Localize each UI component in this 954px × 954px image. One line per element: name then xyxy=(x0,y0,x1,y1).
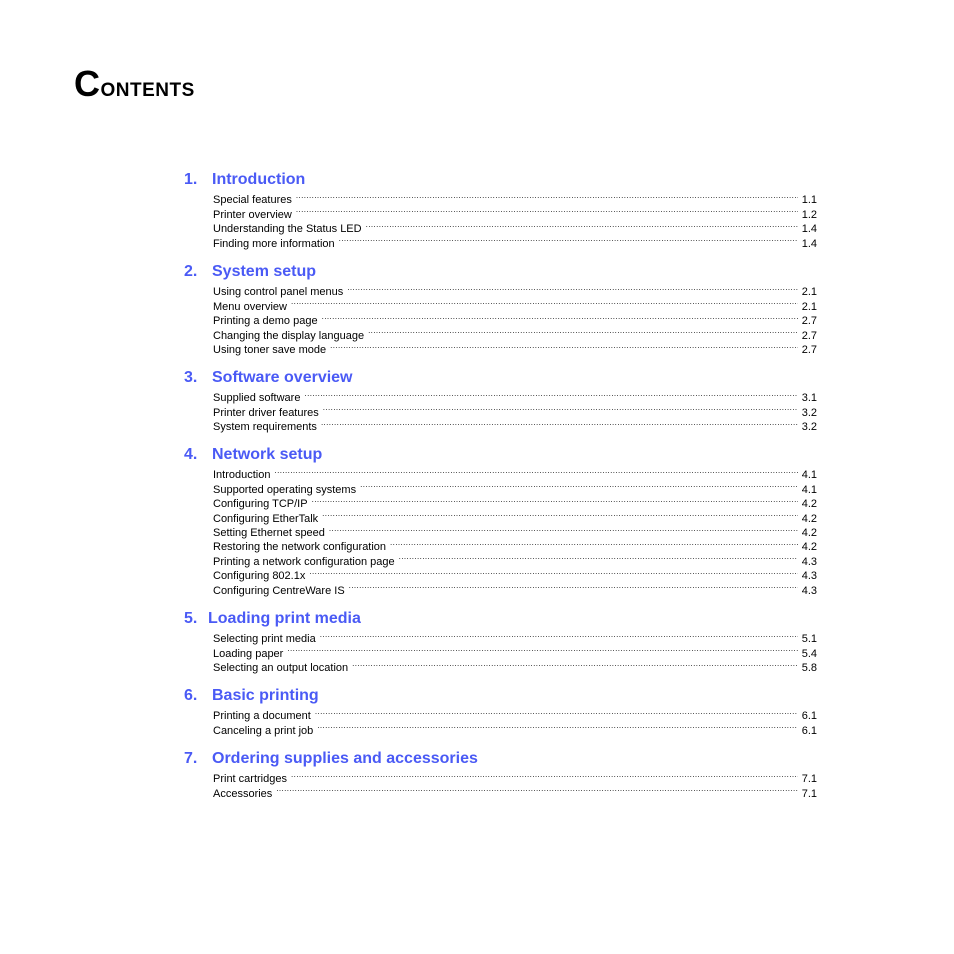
dot-leader xyxy=(399,550,798,564)
entry-label: Configuring CentreWare IS xyxy=(213,584,345,597)
page-title xyxy=(74,63,195,104)
dot-leader xyxy=(296,203,798,217)
dot-leader xyxy=(329,522,798,536)
entry-label: Supplied software xyxy=(213,392,301,405)
toc-entry[interactable] xyxy=(213,657,817,675)
chapter-entries xyxy=(213,628,817,675)
chapter-title: Network setup xyxy=(212,446,323,463)
chapter-title: Software overview xyxy=(212,369,353,386)
chapter-number: 7. xyxy=(184,750,198,767)
toc-entry[interactable] xyxy=(213,782,817,800)
dot-leader xyxy=(309,565,797,579)
entry-page-number: 2.1 xyxy=(801,286,817,299)
chapter-ordering-supplies xyxy=(184,750,817,800)
entry-page-number: 2.1 xyxy=(801,300,817,313)
entry-page-number: 4.2 xyxy=(801,541,817,554)
entry-page-number: 5.8 xyxy=(801,662,817,675)
entry-label: System requirements xyxy=(213,421,317,434)
toc-entry[interactable] xyxy=(213,189,817,207)
entry-label: Changing the display language xyxy=(213,329,365,342)
chapter-heading[interactable] xyxy=(184,369,817,387)
entry-label: Configuring TCP/IP xyxy=(213,498,308,511)
entry-page-number: 6.1 xyxy=(801,710,817,723)
entry-label: Printing a network configuration page xyxy=(213,555,395,568)
dot-leader xyxy=(347,281,797,295)
dot-leader xyxy=(322,507,798,521)
entry-page-number: 4.3 xyxy=(801,584,817,597)
entry-label: Introduction xyxy=(213,469,271,482)
entry-label: Loading paper xyxy=(213,647,284,660)
entry-label: Understanding the Status LED xyxy=(213,223,362,236)
entry-page-number: 3.2 xyxy=(801,421,817,434)
entry-label: Configuring EtherTalk xyxy=(213,512,319,525)
entry-page-number: 6.1 xyxy=(801,724,817,737)
toc-entry[interactable] xyxy=(213,464,817,482)
chapter-number: 5. xyxy=(184,610,198,627)
chapter-heading[interactable] xyxy=(184,687,817,705)
chapter-heading[interactable] xyxy=(184,750,817,768)
chapter-entries xyxy=(213,281,817,356)
chapter-system-setup xyxy=(184,263,817,356)
entry-label: Printing a demo page xyxy=(213,315,318,328)
chapter-title: System setup xyxy=(212,263,317,280)
entry-label: Finding more information xyxy=(213,237,335,250)
chapter-network-setup xyxy=(184,446,817,597)
entry-label: Printer driver features xyxy=(213,406,319,419)
dot-leader xyxy=(360,478,798,492)
entry-page-number: 1.4 xyxy=(801,223,817,236)
dot-leader xyxy=(390,536,798,550)
entry-label: Accessories xyxy=(213,787,273,800)
entry-page-number: 4.1 xyxy=(801,483,817,496)
entry-label: Special features xyxy=(213,194,292,207)
chapter-heading[interactable] xyxy=(184,263,817,281)
entry-label: Printer overview xyxy=(213,208,292,221)
dot-leader xyxy=(312,493,798,507)
chapter-heading[interactable] xyxy=(184,171,817,189)
dot-leader xyxy=(276,782,797,796)
chapter-loading-print-media xyxy=(184,610,817,675)
toc-entry[interactable] xyxy=(213,387,817,405)
toc-entry[interactable] xyxy=(213,310,817,328)
dot-leader xyxy=(349,579,798,593)
entry-page-number: 1.1 xyxy=(801,194,817,207)
chapter-number: 2. xyxy=(184,263,198,280)
chapter-title: Basic printing xyxy=(212,687,319,704)
dot-leader xyxy=(339,232,798,246)
dot-leader xyxy=(321,416,798,430)
entry-label: Printing a document xyxy=(213,710,311,723)
entry-page-number: 4.2 xyxy=(801,512,817,525)
dot-leader xyxy=(291,295,798,309)
chapter-number: 3. xyxy=(184,369,198,386)
entry-label: Canceling a print job xyxy=(213,724,314,737)
chapter-heading[interactable] xyxy=(184,446,817,464)
dot-leader xyxy=(315,705,798,719)
entry-page-number: 4.2 xyxy=(801,498,817,511)
chapter-title: Loading print media xyxy=(208,610,361,627)
page-title-rest: ontents xyxy=(100,72,195,102)
entry-page-number: 7.1 xyxy=(801,773,817,786)
dot-leader xyxy=(304,387,797,401)
chapter-software-overview xyxy=(184,369,817,434)
chapter-heading[interactable] xyxy=(184,610,817,628)
chapter-title: Introduction xyxy=(212,171,306,188)
dot-leader xyxy=(330,339,798,353)
chapter-number: 1. xyxy=(184,171,198,188)
toc-entry[interactable] xyxy=(213,628,817,646)
chapter-title: Ordering supplies and accessories xyxy=(212,750,478,767)
toc-entry[interactable] xyxy=(213,642,817,660)
entry-page-number: 1.4 xyxy=(801,237,817,250)
dot-leader xyxy=(291,768,798,782)
entry-page-number: 3.1 xyxy=(801,392,817,405)
chapter-entries xyxy=(213,464,817,597)
entry-page-number: 2.7 xyxy=(801,315,817,328)
chapter-number: 4. xyxy=(184,446,198,463)
entry-page-number: 1.2 xyxy=(801,208,817,221)
chapter-introduction xyxy=(184,171,817,250)
entry-label: Print cartridges xyxy=(213,773,287,786)
entry-label: Setting Ethernet speed xyxy=(213,526,325,539)
entry-page-number: 4.2 xyxy=(801,526,817,539)
entry-page-number: 2.7 xyxy=(801,329,817,342)
dot-leader xyxy=(317,719,797,733)
dot-leader xyxy=(366,218,798,232)
entry-page-number: 4.1 xyxy=(801,469,817,482)
chapter-entries xyxy=(213,387,817,434)
entry-page-number: 7.1 xyxy=(801,787,817,800)
entry-label: Supported operating systems xyxy=(213,483,357,496)
toc-entry[interactable] xyxy=(213,768,817,786)
dot-leader xyxy=(322,310,798,324)
entry-label: Using toner save mode xyxy=(213,343,327,356)
toc-entry[interactable] xyxy=(213,218,817,236)
chapter-entries xyxy=(213,189,817,250)
entry-page-number: 5.1 xyxy=(801,633,817,646)
entry-label: Menu overview xyxy=(213,300,287,313)
dot-leader xyxy=(320,628,798,642)
chapter-basic-printing xyxy=(184,687,817,737)
dot-leader xyxy=(323,401,798,415)
entry-label: Configuring 802.1x xyxy=(213,570,306,583)
toc-entry[interactable] xyxy=(213,705,817,723)
dot-leader xyxy=(274,464,797,478)
page-title-initial: C xyxy=(74,63,101,104)
chapter-entries xyxy=(213,705,817,737)
dot-leader xyxy=(296,189,798,203)
dot-leader xyxy=(287,642,797,656)
entry-label: Selecting print media xyxy=(213,633,316,646)
chapter-entries xyxy=(213,768,817,800)
toc-entry[interactable] xyxy=(213,203,817,221)
dot-leader xyxy=(368,324,798,338)
toc-entry[interactable] xyxy=(213,478,817,496)
entry-label: Selecting an output location xyxy=(213,662,349,675)
toc-entry[interactable] xyxy=(213,281,817,299)
entry-page-number: 4.3 xyxy=(801,570,817,583)
entry-page-number: 2.7 xyxy=(801,343,817,356)
dot-leader xyxy=(352,657,798,671)
entry-page-number: 3.2 xyxy=(801,406,817,419)
toc-entry[interactable] xyxy=(213,295,817,313)
chapter-number: 6. xyxy=(184,687,198,704)
entry-page-number: 4.3 xyxy=(801,555,817,568)
entry-label: Using control panel menus xyxy=(213,286,344,299)
entry-label: Restoring the network configuration xyxy=(213,541,387,554)
entry-page-number: 5.4 xyxy=(801,647,817,660)
